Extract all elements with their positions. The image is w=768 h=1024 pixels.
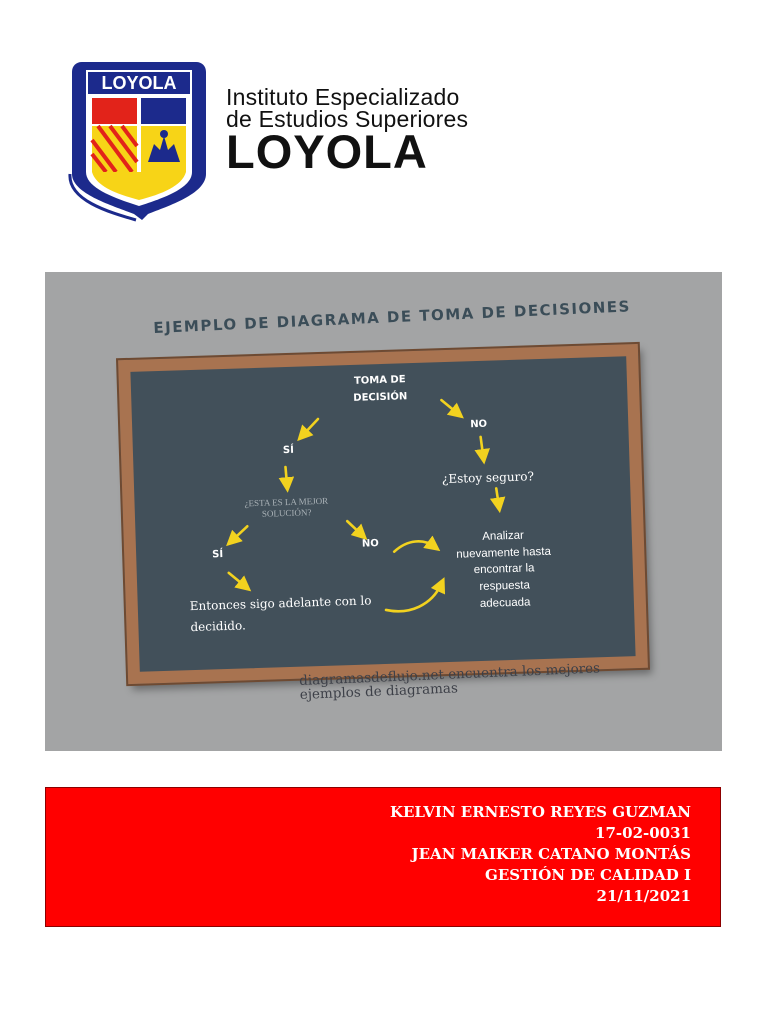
arrow-no-to-analyze bbox=[394, 541, 434, 552]
image-title: EJEMPLO DE DIAGRAMA DE TOMA DE DECISIONES bbox=[153, 297, 632, 337]
course-name: GESTIÓN DE CALIDAD I bbox=[485, 866, 691, 884]
image-footer: diagramasdeflujo.net encuentra los mejores ejemplos de diagramas bbox=[298, 660, 601, 703]
question-best-solution: ¿ESTA ES LA MEJOR SOLUCIÓN? bbox=[244, 495, 329, 520]
chalkboard bbox=[118, 344, 648, 684]
student-id: 17-02-0031 bbox=[595, 824, 691, 842]
shield-text: LOYOLA bbox=[101, 73, 177, 93]
arrow-no-down bbox=[481, 437, 484, 457]
yes-label-1: SÍ bbox=[282, 444, 295, 457]
arrow-outcome-to-analyze bbox=[385, 584, 442, 611]
outcome-continue: Entonces sigo adelante con lo decidido. bbox=[189, 593, 372, 635]
decision-diagram-image bbox=[45, 272, 722, 751]
decision-start: TOMA DE DECISIÓN bbox=[353, 374, 408, 404]
institution-name-line2: de Estudios Superiores bbox=[226, 106, 469, 132]
no-label-2: NO bbox=[361, 538, 379, 550]
student-name-1: KELVIN ERNESTO REYES GUZMAN bbox=[389, 803, 691, 821]
arrow-start-to-no bbox=[441, 400, 457, 414]
question-sure: ¿Estoy seguro? bbox=[441, 469, 535, 487]
arrow-yes-down bbox=[285, 467, 287, 485]
arrow-question-yes bbox=[231, 526, 247, 540]
date: 21/11/2021 bbox=[596, 887, 691, 905]
no-label-1: NO bbox=[470, 418, 488, 431]
outcome-analyze-again: Analizar nuevamente hasta encontrar la respuesta adecuada bbox=[456, 529, 552, 610]
student-info-box bbox=[45, 787, 721, 927]
institution-name-line1: Instituto Especializado bbox=[226, 84, 460, 110]
loyola-shield-logo bbox=[68, 54, 210, 222]
arrow-question-no bbox=[347, 521, 361, 535]
student-name-2: JEAN MAIKER CATANO MONTÁS bbox=[411, 845, 691, 863]
arrow-sure-down bbox=[496, 488, 499, 505]
arrow-yes-to-outcome bbox=[229, 572, 245, 586]
yes-label-2: SÍ bbox=[212, 549, 224, 561]
institution-name-loyola: LOYOLA bbox=[226, 125, 428, 178]
arrow-start-to-yes bbox=[302, 419, 318, 435]
